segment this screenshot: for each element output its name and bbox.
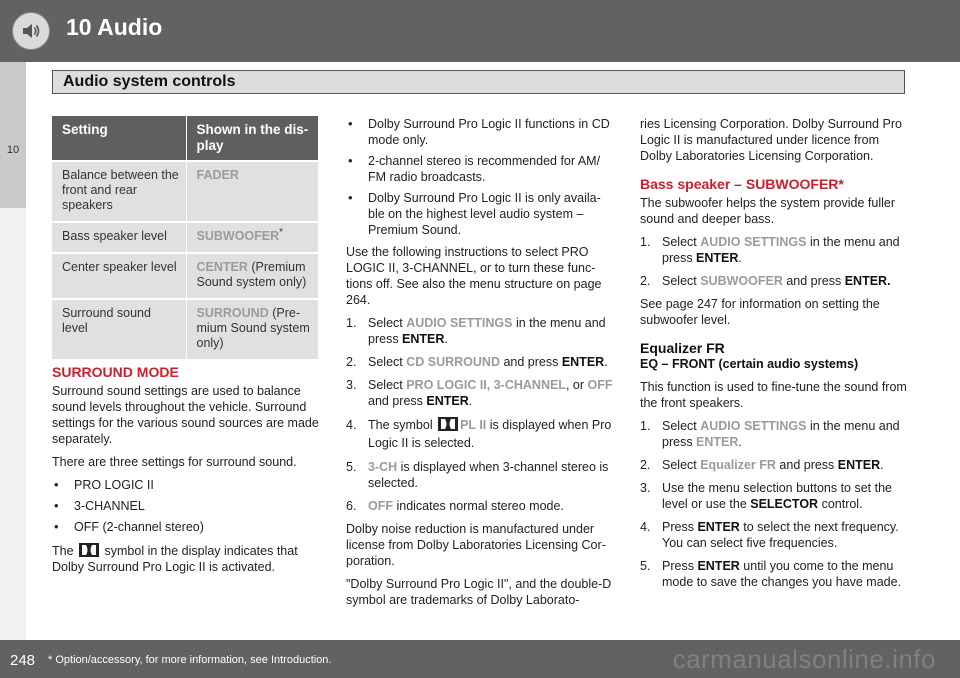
step-text: Select <box>368 355 407 369</box>
table-row <box>52 161 318 222</box>
menu-term: AUDIO SETTINGS <box>700 235 807 249</box>
step-number: 2. <box>346 355 357 369</box>
menu-term: 3-CH <box>368 460 398 474</box>
right-column <box>640 116 908 597</box>
dolby-nr-text: Dolby noise reduction is manufactured under license from Dolby Laboratories Licensing Cor-poration. <box>346 522 606 568</box>
chapter-rail-active <box>0 62 26 208</box>
step-text: to select the next frequency. You can select five frequencies. <box>662 520 899 550</box>
step-text: Select <box>662 458 701 472</box>
equalizer-subheading: EQ – FRONT (certain audio systems) <box>640 357 859 371</box>
subwoofer-intro: The subwoofer helps the system provide fuller sound and deeper bass. <box>640 196 895 226</box>
display-value: SURROUND <box>196 306 269 320</box>
menu-term: CD SURROUND <box>406 355 500 369</box>
menu-term: Equalizer FR <box>700 458 776 472</box>
button-term: ENTER <box>426 394 469 408</box>
table-header-setting: Setting <box>52 116 186 161</box>
button-term: SELECTOR <box>750 497 819 511</box>
step-item <box>640 558 908 590</box>
surround-intro: Surround sound settings are used to balance sound levels throughout the vehicle. Surround settings for the various sound sources are made separately. <box>52 384 319 446</box>
step-text: . <box>880 458 884 472</box>
list-item: • OFF (2-channel stereo) <box>52 519 322 535</box>
display-note: (Premium Sound system only) <box>196 260 307 289</box>
chapter-title: 10 Audio <box>66 14 163 40</box>
table-cell-setting: Balance between the front and rear speakers <box>52 161 186 222</box>
step-item <box>640 480 908 512</box>
table-row <box>52 222 318 253</box>
step-item <box>640 519 908 551</box>
subwoofer-heading: Bass speaker – SUBWOOFER* <box>640 176 844 192</box>
option-asterisk: * <box>279 226 284 238</box>
step-text: in the menu and press <box>368 316 606 346</box>
step-number: 3. <box>346 378 357 392</box>
step-number: 4. <box>640 520 651 534</box>
button-term: ENTER <box>697 520 740 534</box>
speaker-icon <box>12 12 50 50</box>
button-term: ENTER. <box>844 274 891 288</box>
see-page-text: See page 247 for information on setting the subwoofer level. <box>640 297 880 327</box>
button-term: ENTER <box>402 332 445 346</box>
table-header-display <box>186 116 318 161</box>
section-title: Audio system controls <box>63 73 236 90</box>
trademark-text: "Dolby Surround Pro Logic II", and the double-D symbol are trademarks of Dolby Laborato- <box>346 577 612 607</box>
step-number: 5. <box>640 559 651 573</box>
step-item <box>346 459 614 491</box>
surround-three: There are three settings for surround sound. <box>52 455 297 469</box>
double-d-icon <box>438 417 458 431</box>
step-number: 1. <box>640 235 651 249</box>
step-text: , or <box>565 378 588 392</box>
step-text: and press <box>782 274 845 288</box>
step-number: 5. <box>346 460 357 474</box>
button-term: ENTER <box>837 458 881 472</box>
display-value: FADER <box>196 168 239 182</box>
step-text: . <box>738 251 742 265</box>
equalizer-intro: This function is used to fine-tune the sound from the front speakers. <box>640 380 907 410</box>
step-item <box>346 315 614 347</box>
menu-term: SUBWOOFER <box>700 274 783 288</box>
symbol-note-post: symbol in the display indicates that Dolby Surround Pro Logic II is activated. <box>52 544 298 574</box>
table-cell-display <box>186 253 318 299</box>
table-header-display-label: Shown in the dis- play <box>196 122 309 153</box>
table-row <box>52 253 318 299</box>
step-item <box>346 498 614 514</box>
menu-term: OFF <box>368 499 393 513</box>
menu-term: AUDIO SETTINGS <box>406 316 513 330</box>
menu-term: PRO LOGIC II, 3-CHANNEL <box>406 378 566 392</box>
step-text: Press <box>662 559 698 573</box>
symbol-note-pre: The <box>52 544 74 558</box>
settings-table <box>52 116 318 359</box>
step-text: Select <box>662 274 701 288</box>
menu-term: OFF <box>587 378 613 392</box>
step-number: 2. <box>640 274 651 288</box>
step-number: 3. <box>640 481 651 495</box>
step-number: 2. <box>640 458 651 472</box>
menu-term: PL II <box>460 418 487 432</box>
display-value: CENTER <box>196 260 248 274</box>
equalizer-heading: Equalizer FR <box>640 340 725 356</box>
step-text: and press <box>499 355 562 369</box>
middle-column <box>346 116 614 615</box>
table-cell-setting: Surround sound level <box>52 299 186 359</box>
button-term: ENTER <box>697 559 740 573</box>
step-text: until you come to the menu mode to save the changes you have made. <box>662 559 902 589</box>
symbol-note <box>52 543 322 575</box>
step-text: Select <box>368 316 407 330</box>
license-continuation: ries Licensing Corporation. Dolby Surround Pro Logic II is manufactured under licence from Dolby Laboratories Licensing Corporation. <box>640 117 902 163</box>
section-bar <box>52 70 905 94</box>
step-text: in the menu and press <box>662 419 900 449</box>
table-cell-display <box>186 299 318 359</box>
table-cell-setting: Bass speaker level <box>52 222 186 253</box>
menu-term: AUDIO SETTINGS <box>700 419 807 433</box>
list-item: • 3-CHANNEL <box>52 498 322 514</box>
step-text: Select <box>368 378 407 392</box>
watermark: carmanualsonline.info <box>672 644 936 674</box>
list-item: • Dolby Surround Pro Logic II is only availa-ble on the highest level audio system – Premium Sound. <box>346 190 614 238</box>
step-text: Press <box>662 520 698 534</box>
surround-heading: SURROUND MODE <box>52 364 179 380</box>
step-item <box>346 416 614 452</box>
list-item: • PRO LOGIC II <box>52 477 322 493</box>
table-cell-display <box>186 222 318 253</box>
step-number: 4. <box>346 418 357 432</box>
step-text: . <box>444 332 448 346</box>
step-number: 1. <box>640 419 651 433</box>
list-item: • 2-channel stereo is recommended for AM/ FM radio broadcasts. <box>346 153 614 185</box>
double-d-icon <box>79 543 99 557</box>
button-term: ENTER <box>561 355 605 369</box>
button-term: ENTER <box>696 251 739 265</box>
table-row <box>52 299 318 359</box>
step-text: . <box>738 435 742 449</box>
surround-section <box>52 364 322 582</box>
step-text: Use the menu selection buttons to set the level or use the <box>662 481 892 511</box>
step-text: and press <box>368 394 427 408</box>
list-item: • Dolby Surround Pro Logic II functions in CD mode only. <box>346 116 614 148</box>
step-item <box>346 354 614 370</box>
step-text: . <box>604 355 608 369</box>
step-number: 1. <box>346 316 357 330</box>
step-text: is displayed when 3-channel stereo is selected. <box>368 460 609 490</box>
table-cell-setting: Center speaker level <box>52 253 186 299</box>
step-text: Select <box>662 235 701 249</box>
step-text: indicates normal stereo mode. <box>393 499 564 513</box>
step-text: is displayed when Pro Logic II is selected. <box>368 418 612 450</box>
step-item <box>640 234 908 266</box>
step-text: Select <box>662 419 701 433</box>
step-text: control. <box>818 497 863 511</box>
table-cell-display <box>186 161 318 222</box>
step-text: and press <box>775 458 838 472</box>
step-text: in the menu and press <box>662 235 900 265</box>
page-footer <box>0 640 960 678</box>
step-text: The symbol <box>368 418 433 432</box>
step-number: 6. <box>346 499 357 513</box>
footnote: * Option/accessory, for more information, see Introduction. <box>48 654 332 666</box>
display-note: (Pre-mium Sound system only) <box>196 306 310 350</box>
step-item <box>640 418 908 450</box>
instructions-text: Use the following instructions to select PRO LOGIC II, 3-CHANNEL, or to turn these func-tions off. See also the menu structure on page 264. <box>346 245 602 307</box>
page-header <box>0 0 960 62</box>
display-value: SUBWOOFER <box>196 229 280 243</box>
menu-term: ENTER <box>696 435 739 449</box>
step-item <box>346 377 614 409</box>
step-item <box>640 273 908 289</box>
rail-chapter-number: 10 <box>6 144 20 156</box>
step-text: . <box>468 394 473 408</box>
table-header-row <box>52 116 318 161</box>
page-number: 248 <box>10 652 36 669</box>
step-item <box>640 457 908 473</box>
